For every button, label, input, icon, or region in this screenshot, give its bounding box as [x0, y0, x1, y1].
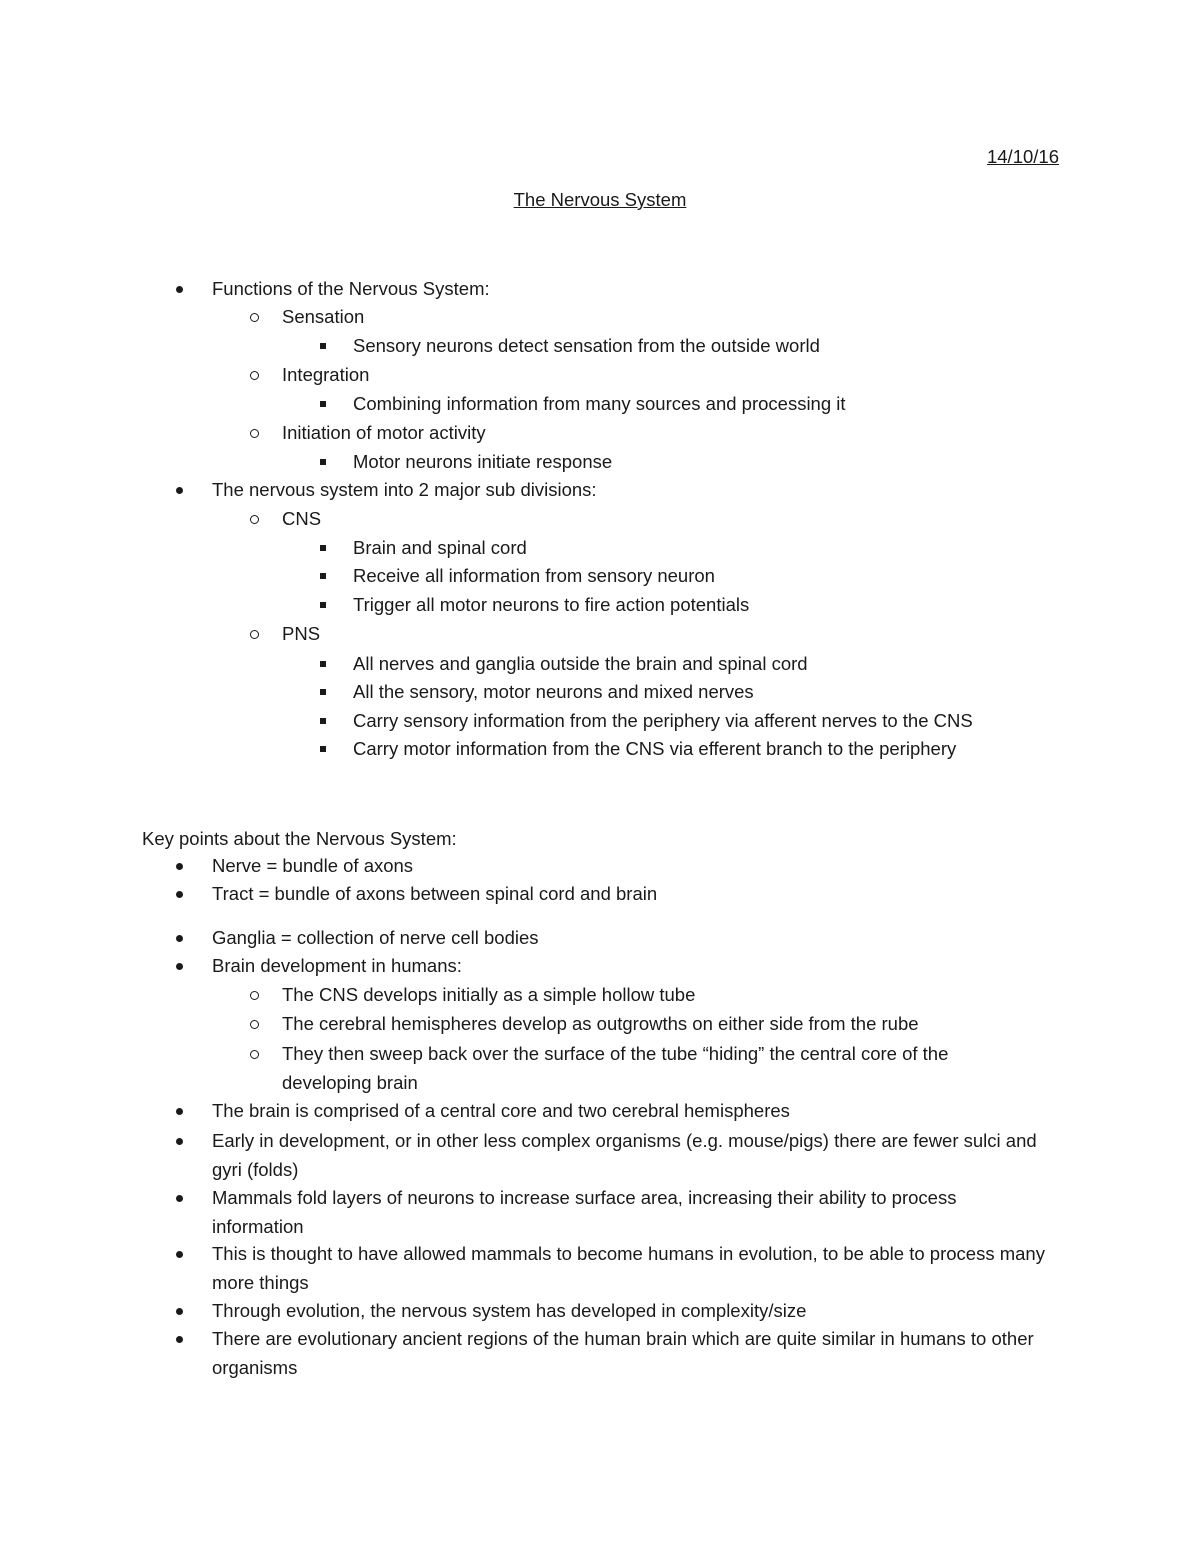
- list-item: Carry motor information from the CNS via efferent branch to the periphery: [353, 735, 1073, 764]
- list-item: Motor neurons initiate response: [353, 448, 1073, 477]
- list-item: Tract = bundle of axons between spinal cord and brain: [212, 880, 1072, 909]
- circle-bullet-icon: [250, 515, 259, 524]
- bullet-icon: [176, 963, 183, 970]
- list-item: The cerebral hemispheres develop as outgrowths on either side from the rube: [282, 1010, 1072, 1039]
- list-item: Nerve = bundle of axons: [212, 852, 1072, 881]
- list-item: Mammals fold layers of neurons to increase surface area, increasing their ability to process information: [212, 1184, 1012, 1241]
- list-item: They then sweep back over the surface of the tube “hiding” the central core of the developing brain: [282, 1040, 1012, 1097]
- bullet-icon: [176, 1336, 183, 1343]
- square-bullet-icon: [320, 602, 326, 608]
- list-item: All the sensory, motor neurons and mixed nerves: [353, 678, 1073, 707]
- bullet-icon: [176, 1308, 183, 1315]
- square-bullet-icon: [320, 573, 326, 579]
- note-date: 14/10/16: [986, 146, 1059, 167]
- list-item: The brain is comprised of a central core and two cerebral hemispheres: [212, 1097, 1072, 1126]
- list-item: Trigger all motor neurons to fire action potentials: [353, 591, 1073, 620]
- circle-bullet-icon: [250, 313, 259, 322]
- bullet-icon: [176, 487, 183, 494]
- square-bullet-icon: [320, 661, 326, 667]
- list-item: The CNS develops initially as a simple hollow tube: [282, 981, 1072, 1010]
- page-title: The Nervous System: [513, 189, 687, 210]
- circle-bullet-icon: [250, 371, 259, 380]
- key-points-heading: Key points about the Nervous System:: [142, 828, 457, 849]
- bullet-icon: [176, 1251, 183, 1258]
- list-item: All nerves and ganglia outside the brain and spinal cord: [353, 650, 1073, 679]
- bullet-icon: [176, 1108, 183, 1115]
- bullet-icon: [176, 935, 183, 942]
- square-bullet-icon: [320, 746, 326, 752]
- square-bullet-icon: [320, 689, 326, 695]
- list-item: Sensory neurons detect sensation from the outside world: [353, 332, 1073, 361]
- square-bullet-icon: [320, 718, 326, 724]
- list-item: Through evolution, the nervous system has developed in complexity/size: [212, 1297, 1072, 1326]
- square-bullet-icon: [320, 343, 326, 349]
- circle-bullet-icon: [250, 1020, 259, 1029]
- bullet-icon: [176, 1138, 183, 1145]
- list-item: Brain development in humans:: [212, 952, 1072, 981]
- bullet-icon: [176, 863, 183, 870]
- circle-bullet-icon: [250, 630, 259, 639]
- list-item: CNS: [282, 505, 1072, 534]
- list-item: Sensation: [282, 303, 1072, 332]
- list-item: Initiation of motor activity: [282, 419, 1072, 448]
- square-bullet-icon: [320, 545, 326, 551]
- list-item: PNS: [282, 620, 1072, 649]
- list-item: Ganglia = collection of nerve cell bodies: [212, 924, 1072, 953]
- list-item: Combining information from many sources and processing it: [353, 390, 1073, 419]
- bullet-icon: [176, 286, 183, 293]
- square-bullet-icon: [320, 401, 326, 407]
- list-item: This is thought to have allowed mammals to become humans in evolution, to be able to process many more things: [212, 1240, 1057, 1297]
- list-item: There are evolutionary ancient regions of the human brain which are quite similar in humans to other organisms: [212, 1325, 1057, 1382]
- square-bullet-icon: [320, 459, 326, 465]
- circle-bullet-icon: [250, 1050, 259, 1059]
- list-item: Brain and spinal cord: [353, 534, 1073, 563]
- list-item: The nervous system into 2 major sub divisions:: [212, 476, 1072, 505]
- circle-bullet-icon: [250, 991, 259, 1000]
- list-item: Early in development, or in other less complex organisms (e.g. mouse/pigs) there are fewer sulci and gyri (folds): [212, 1127, 1062, 1184]
- list-item: Receive all information from sensory neuron: [353, 562, 1073, 591]
- bullet-icon: [176, 1195, 183, 1202]
- list-item: Carry sensory information from the periphery via afferent nerves to the CNS: [353, 707, 1073, 736]
- list-item: Functions of the Nervous System:: [212, 275, 1072, 304]
- circle-bullet-icon: [250, 429, 259, 438]
- list-item: Integration: [282, 361, 1072, 390]
- bullet-icon: [176, 891, 183, 898]
